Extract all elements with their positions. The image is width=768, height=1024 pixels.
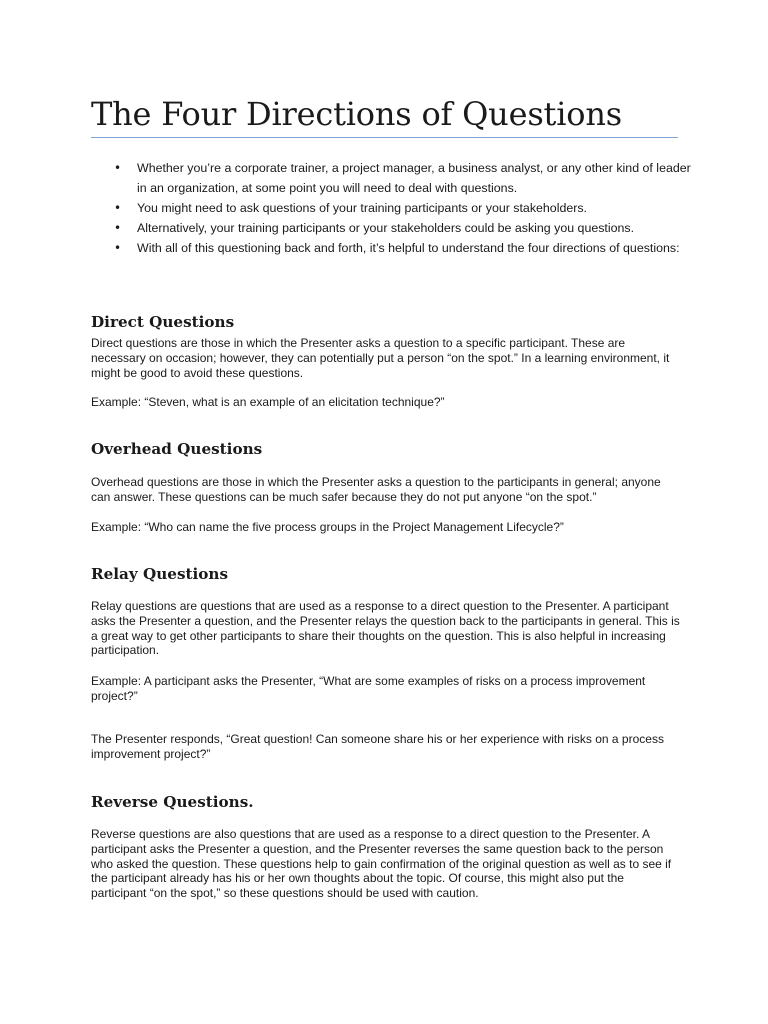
bullet-text: With all of this questioning back and forth, it’s helpful to understand the four directions of questions:: [137, 241, 680, 255]
document-title: The Four Directions of Questions: [91, 95, 622, 133]
bullet-item: [91, 218, 691, 238]
section-heading-direct: Direct Questions: [91, 313, 235, 331]
bullet-text: You might need to ask questions of your training participants or your stakeholders.: [137, 201, 587, 215]
bullet-text: Alternatively, your training participants or your stakeholders could be asking you questions.: [137, 221, 635, 235]
reverse-description: Reverse questions are also questions that are used as a response to a direct question to the Presenter. A participant asks the Presenter a question, and the Presenter reverses the same question back to the person who asked the question. These questions help to gain confirmation of the original question as well as to see if the participant already has his or her own thoughts about the topic. Of course, this might also put the participant “on the spot,” so these questions should be used with caution.: [91, 827, 672, 901]
bullet-item: [91, 238, 691, 258]
section-heading-relay: Relay Questions: [91, 565, 228, 583]
overhead-description: Overhead questions are those in which the Presenter asks a question to the participants in general; anyone can answer. These questions can be much safer because they do not put anyone “on the spot.”: [91, 475, 661, 504]
section-heading-overhead: Overhead Questions: [91, 440, 263, 458]
relay-description: Relay questions are questions that are used as a response to a direct question to the Presenter. A participant asks the Presenter a question, and the Presenter relays the question back to the participants in general. This is a great way to get other participants to share their thoughts on the question. This is also helpful in increasing participation.: [91, 599, 680, 658]
bullet-glyph: •: [114, 201, 122, 215]
intro-bullet-list: [91, 158, 691, 258]
bullet-glyph: •: [114, 161, 122, 175]
direct-description: Direct questions are those in which the Presenter asks a question to a specific participant. These are necessary on occasion; however, they can potentially put a person “on the spot.” In a learning environment, it might be good to avoid these questions.: [91, 336, 670, 380]
bullet-item: [91, 158, 691, 198]
bullet-glyph: •: [114, 221, 122, 235]
bullet-text: Whether you’re a corporate trainer, a project manager, a business analyst, or any other kind of leader in an organization, at some point you will need to deal with questions.: [137, 161, 691, 195]
bullet-item: [91, 198, 691, 218]
title-underline-rule: [91, 137, 678, 138]
direct-example: Example: “Steven, what is an example of an elicitation technique?”: [91, 395, 445, 409]
relay-response: The Presenter responds, “Great question! Can someone share his or her experience with risks on a process improvement project?”: [91, 732, 664, 761]
bullet-glyph: •: [114, 241, 122, 255]
overhead-example: Example: “Who can name the five process groups in the Project Management Lifecycle?”: [91, 520, 564, 534]
section-heading-reverse: Reverse Questions.: [91, 793, 254, 811]
relay-example: Example: A participant asks the Presenter, “What are some examples of risks on a process improvement project?”: [91, 674, 646, 703]
